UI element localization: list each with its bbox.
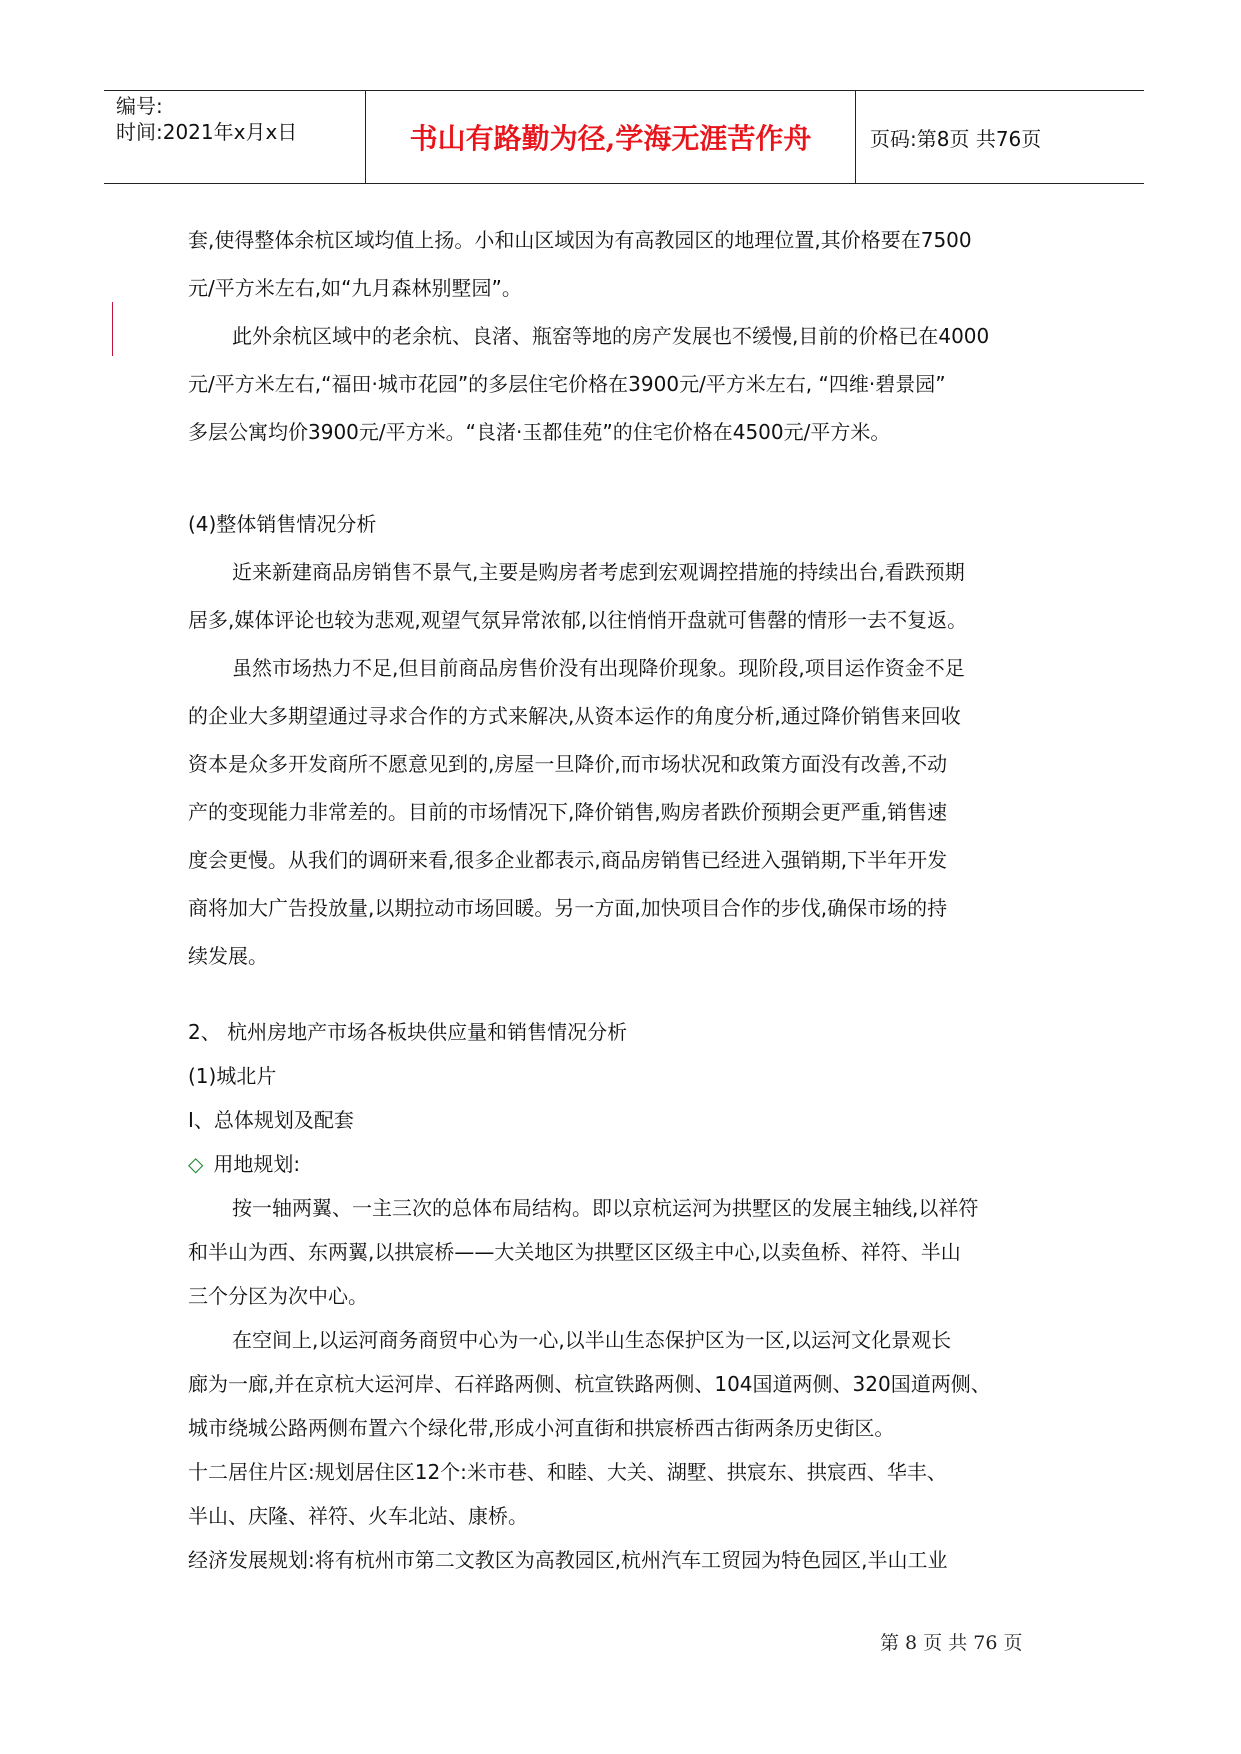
header-meta: [104, 91, 366, 183]
document-body: [188, 216, 1068, 1582]
paragraph-line: 多层公寓均价3900元/平方米。“良渚·玉都佳苑”的住宅价格在4500元/平方米。: [188, 420, 891, 444]
paragraph-line: 元/平方米左右,如“九月森林别墅园”。: [188, 276, 522, 300]
paragraph-line: 续发展。: [188, 944, 268, 968]
time-label: 时间:2021年x月x日: [116, 120, 298, 144]
diamond-bullet-icon: ◇: [188, 1152, 204, 1176]
paragraph-line: 商将加大广告投放量,以期拉动市场回暖。另一方面,加快项目合作的步伐,确保市场的持: [188, 896, 948, 920]
page-header: [104, 90, 1144, 184]
paragraph-line: 和半山为西、东两翼,以拱宸桥——大关地区为拱墅区区级主中心,以卖鱼桥、祥符、半山: [188, 1240, 961, 1264]
paragraph-line: 产的变现能力非常差的。目前的市场情况下,降价销售,购房者跌价预期会更严重,销售速: [188, 800, 948, 824]
paragraph-line: 度会更慢。从我们的调研来看,很多企业都表示,商品房销售已经进入强销期,下半年开发: [188, 848, 948, 872]
paragraph-line: 元/平方米左右,“福田·城市花园”的多层住宅价格在3900元/平方米左右, “四维·碧景园”: [188, 372, 946, 396]
paragraph-line: 在空间上,以运河商务商贸中心为一心,以半山生态保护区为一区,以运河文化景观长: [232, 1328, 952, 1352]
paragraph-line: 按一轴两翼、一主三次的总体布局结构。即以京杭运河为拱墅区的发展主轴线,以祥符: [232, 1196, 979, 1220]
paragraph-line: 此外余杭区域中的老余杭、良渚、瓶窑等地的房产发展也不缓慢,目前的价格已在4000: [232, 324, 990, 348]
header-motto: 书山有路勤为径,学海无涯苦作舟: [366, 91, 856, 183]
revision-change-bar: [112, 302, 113, 356]
header-page-info: 页码:第8页 共76页: [870, 126, 1042, 151]
serial-label: 编号:: [116, 94, 163, 118]
paragraph-line: 近来新建商品房销售不景气,主要是购房者考虑到宏观调控措施的持续出台,看跌预期: [232, 560, 965, 584]
subsection-heading: Ⅰ、总体规划及配套: [188, 1108, 354, 1132]
paragraph-line: 城市绕城公路两侧布置六个绿化带,形成小河直街和拱宸桥西古街两条历史街区。: [188, 1416, 895, 1440]
paragraph-line: 套,使得整体余杭区域均值上扬。小和山区域因为有高教园区的地理位置,其价格要在7500: [188, 228, 972, 252]
land-planning-label: 用地规划:: [213, 1152, 301, 1176]
paragraph-line: 经济发展规划:将有杭州市第二文教区为高教园区,杭州汽车工贸园为特色园区,半山工业: [188, 1548, 948, 1572]
paragraph-line: 资本是众多开发商所不愿意见到的,房屋一旦降价,而市场状况和政策方面没有改善,不动: [188, 752, 948, 776]
page-footer: 第 8 页 共 76 页: [880, 1632, 1023, 1654]
paragraph-line: 虽然市场热力不足,但目前商品房售价没有出现降价现象。现阶段,项目运作资金不足: [232, 656, 965, 680]
section-heading: 2、 杭州房地产市场各板块供应量和销售情况分析: [188, 1020, 628, 1044]
subsection-heading: (1)城北片: [188, 1064, 277, 1088]
paragraph-line: 的企业大多期望通过寻求合作的方式来解决,从资本运作的角度分析,通过降价销售来回收: [188, 704, 961, 728]
land-planning-heading: [188, 1142, 1068, 1186]
paragraph-line: 居多,媒体评论也较为悲观,观望气氛异常浓郁,以往悄悄开盘就可售罄的情形一去不复返。: [188, 608, 968, 632]
paragraph-line: 半山、庆隆、祥符、火车北站、康桥。: [188, 1504, 528, 1528]
paragraph-line: 三个分区为次中心。: [188, 1284, 368, 1308]
section-heading: (4)整体销售情况分析: [188, 512, 377, 536]
paragraph-line: 十二居住片区:规划居住区12个:米市巷、和睦、大关、湖墅、拱宸东、拱宸西、华丰、: [188, 1460, 947, 1484]
paragraph-line: 廊为一廊,并在京杭大运河岸、石祥路两侧、杭宣铁路两侧、104国道两侧、320国道两侧、: [188, 1372, 991, 1396]
